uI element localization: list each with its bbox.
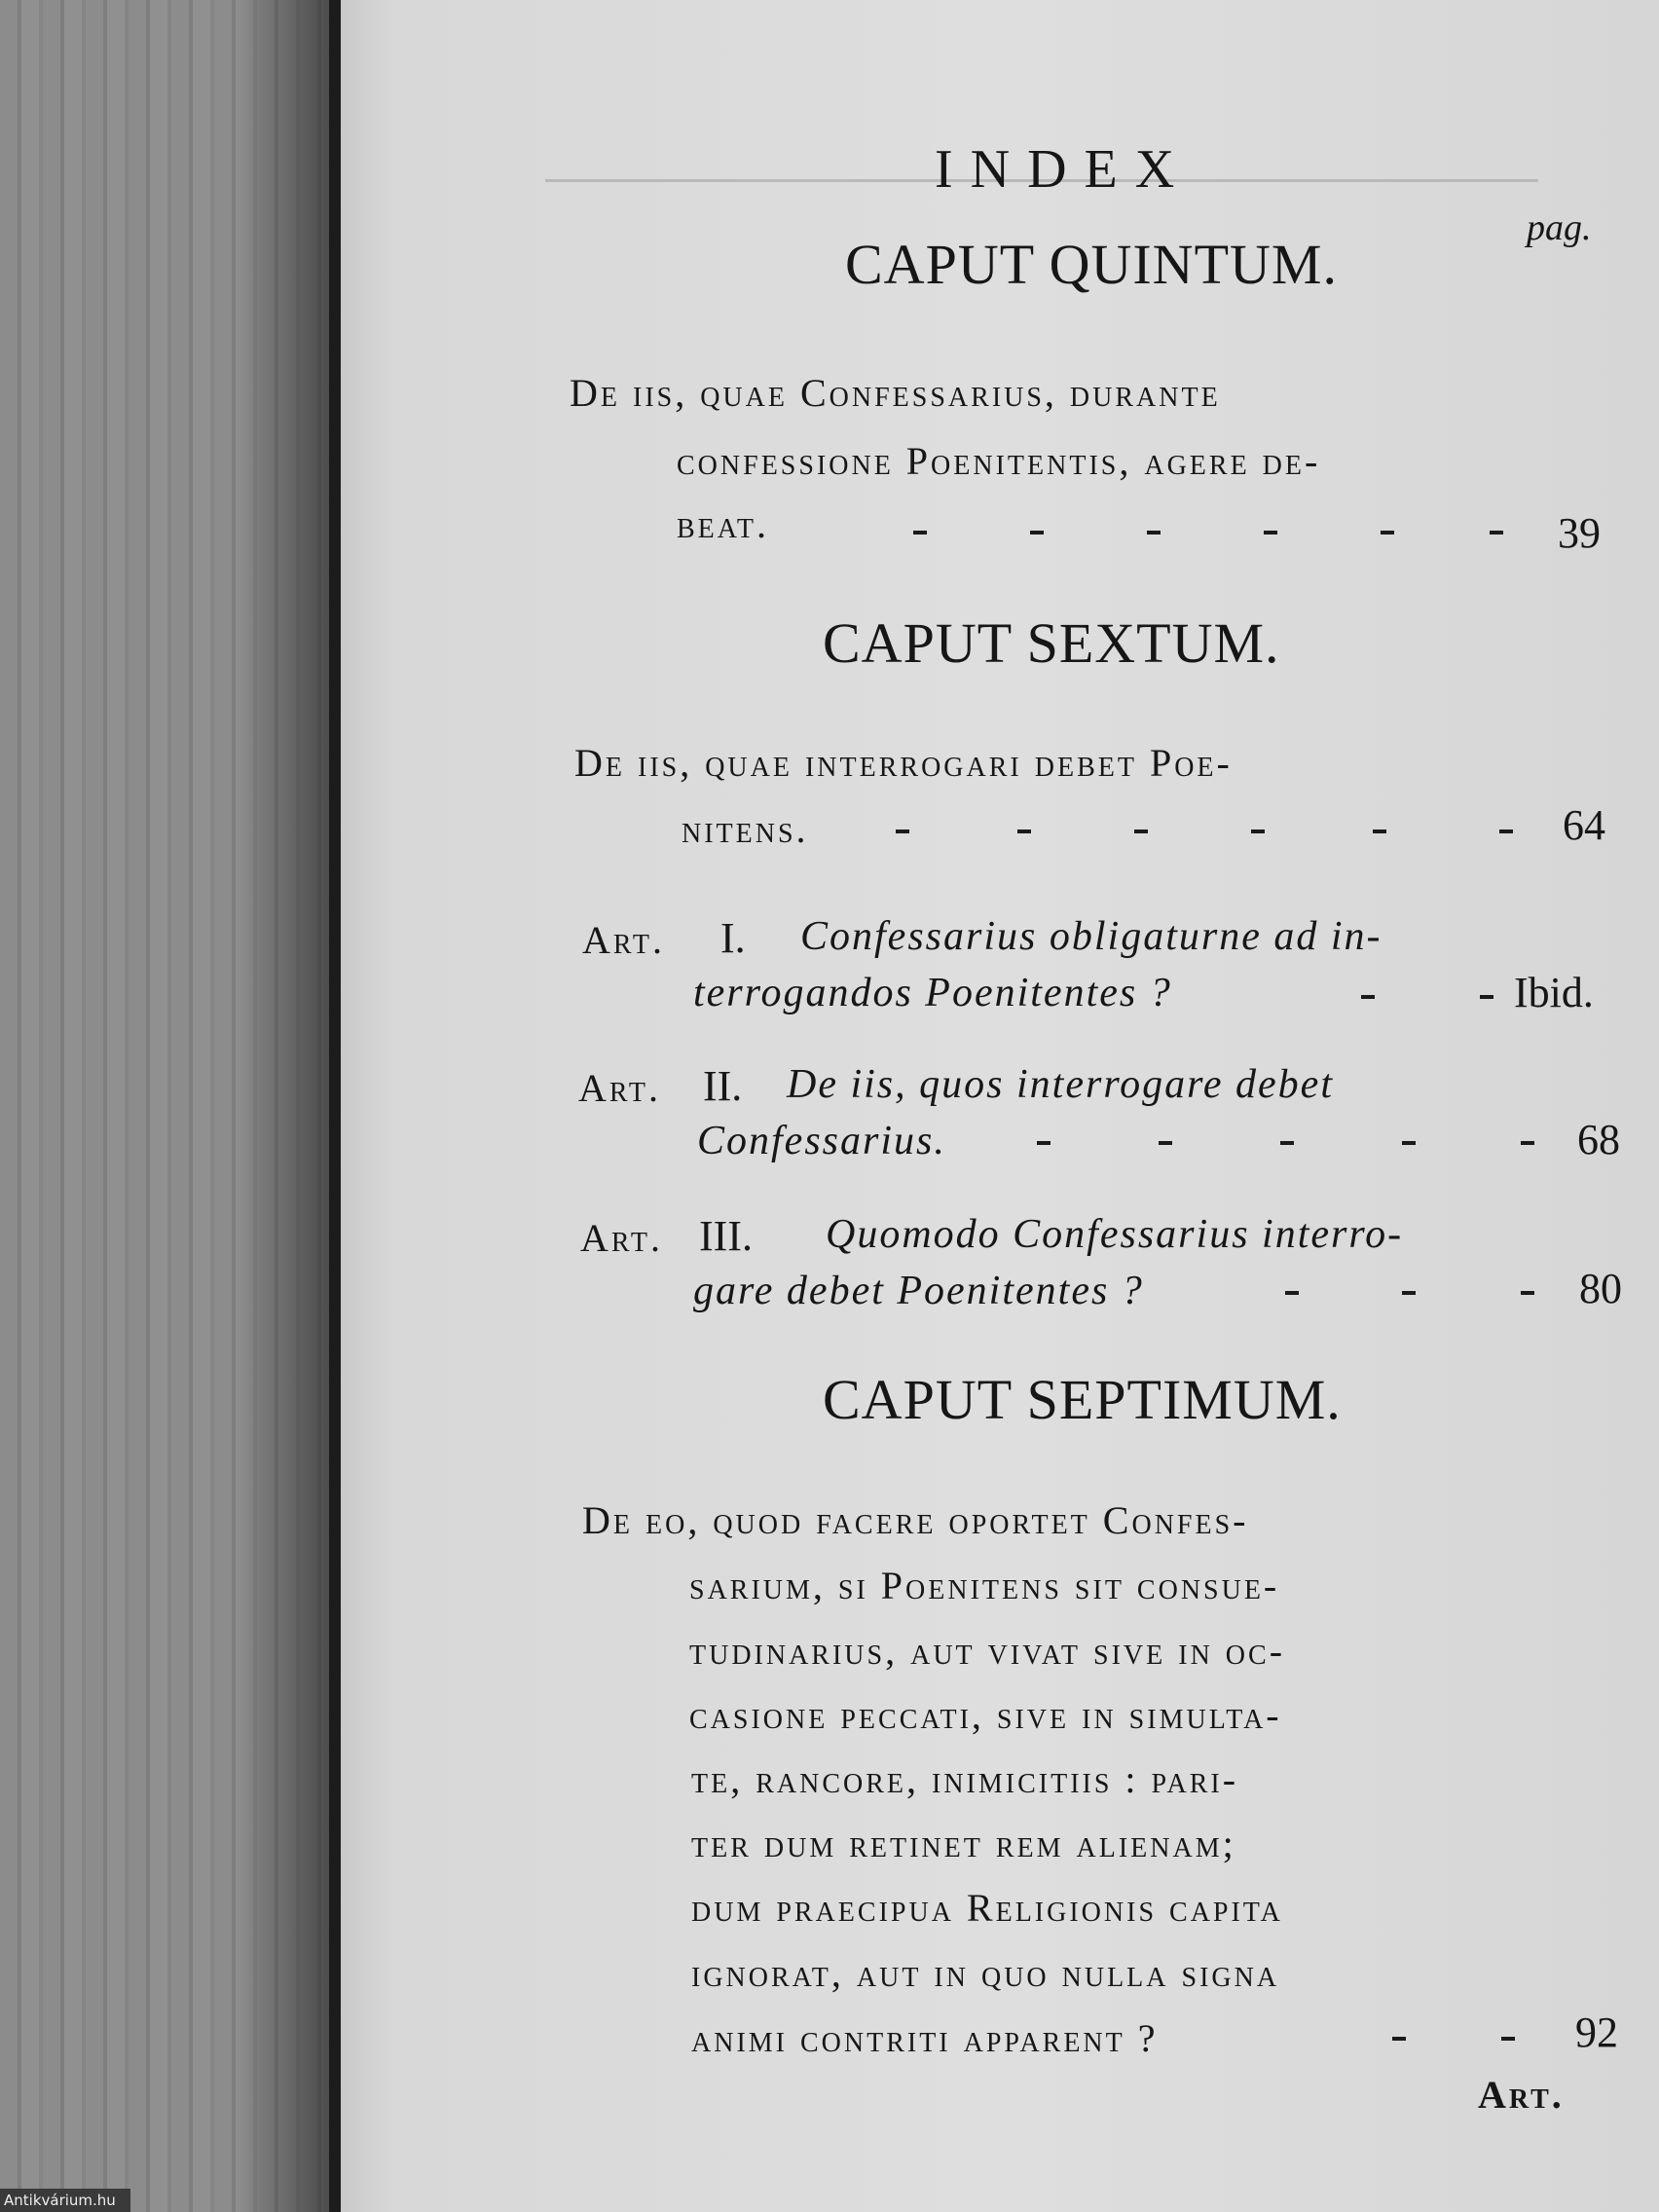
chapter-title: CAPUT SEXTUM. [823,611,1280,675]
entry-line: Quomodo Confessarius interro- [826,1212,1404,1257]
running-title: INDEX [935,139,1193,200]
leader-dash [1280,1141,1294,1145]
page-number: 68 [1577,1116,1620,1163]
leader-dash [913,531,927,535]
article-label: Art. [580,1216,663,1260]
page-shadow [234,0,331,2212]
entry-line: casione peccati, sive in simulta- [689,1693,1282,1737]
entry-line: Confessarius obligaturne ad in- [800,914,1382,959]
page-number: Ibid. [1514,969,1594,1016]
leader-dash [1147,531,1161,535]
leader-dash [1381,531,1394,535]
watermark: Antikvárium.hu [0,2189,130,2212]
article-label: Art. [582,918,665,962]
leader-dash [896,830,909,833]
entry-line: ter dum retinet rem alienam; [691,1822,1236,1865]
leader-dash [1480,995,1493,999]
leader-dash [1037,1141,1051,1145]
leader-dash [1030,531,1044,535]
chapter-title: CAPUT SEPTIMUM. [823,1368,1342,1431]
entry-line: De iis, quae Confessarius, durante [570,371,1221,415]
page-number: 92 [1575,2009,1618,2056]
leader-dash [1373,830,1386,833]
article-number: III. [699,1212,753,1260]
leader-dash [1134,830,1148,833]
leader-dash [1521,1141,1534,1145]
entry-line: confessione Poenitentis, agere de- [677,439,1321,483]
page-number: 39 [1558,509,1601,557]
leader-dash [1251,830,1265,833]
entry-line: ignorat, aut in quo nulla signa [691,1951,1280,1995]
entry-line: sarium, si Poenitens sit consue- [689,1564,1280,1607]
article-number: II. [703,1062,743,1110]
entry-line: tudinarius, aut vivat sive in oc- [689,1629,1286,1673]
catchword: Art. [1478,2073,1565,2117]
entry-line: beat. [677,502,769,546]
entry-line: De iis, quae interrogari debet Poe- [574,741,1233,785]
leader-dash [1264,531,1277,535]
article-number: I. [720,914,746,962]
leader-dash [1159,1141,1172,1145]
leader-dash [1392,2037,1406,2041]
page-number: 64 [1563,801,1605,849]
page-column-label: pag. [1527,207,1592,248]
leader-dash [1402,1291,1416,1295]
entry-line: animi contriti apparent ? [691,2016,1159,2060]
entry-line: gare debet Poenitentes ? [693,1269,1144,1313]
entry-line: De iis, quos interrogare debet [787,1062,1334,1107]
entry-line: te, rancore, inimicitiis : pari- [691,1757,1239,1801]
leader-dash [1017,830,1031,833]
entry-line: terrogandos Poenitentes ? [693,971,1172,1015]
page-number: 80 [1579,1265,1622,1312]
leader-dash [1361,995,1375,999]
entry-line: De eo, quod facere oportet Confes- [582,1498,1249,1542]
chapter-title: CAPUT QUINTUM. [845,233,1338,296]
article-label: Art. [578,1066,661,1110]
entry-line: dum praecipua Religionis capita [691,1886,1283,1930]
leader-dash [1499,830,1513,833]
book-binding-edge [329,0,341,2212]
entry-line: nitens. [682,807,809,851]
entry-line: Confessarius. [697,1119,946,1163]
leader-dash [1490,531,1503,535]
leader-dash [1285,1291,1299,1295]
leader-dash [1402,1141,1416,1145]
leader-dash [1521,1291,1534,1295]
leader-dash [1501,2037,1515,2041]
